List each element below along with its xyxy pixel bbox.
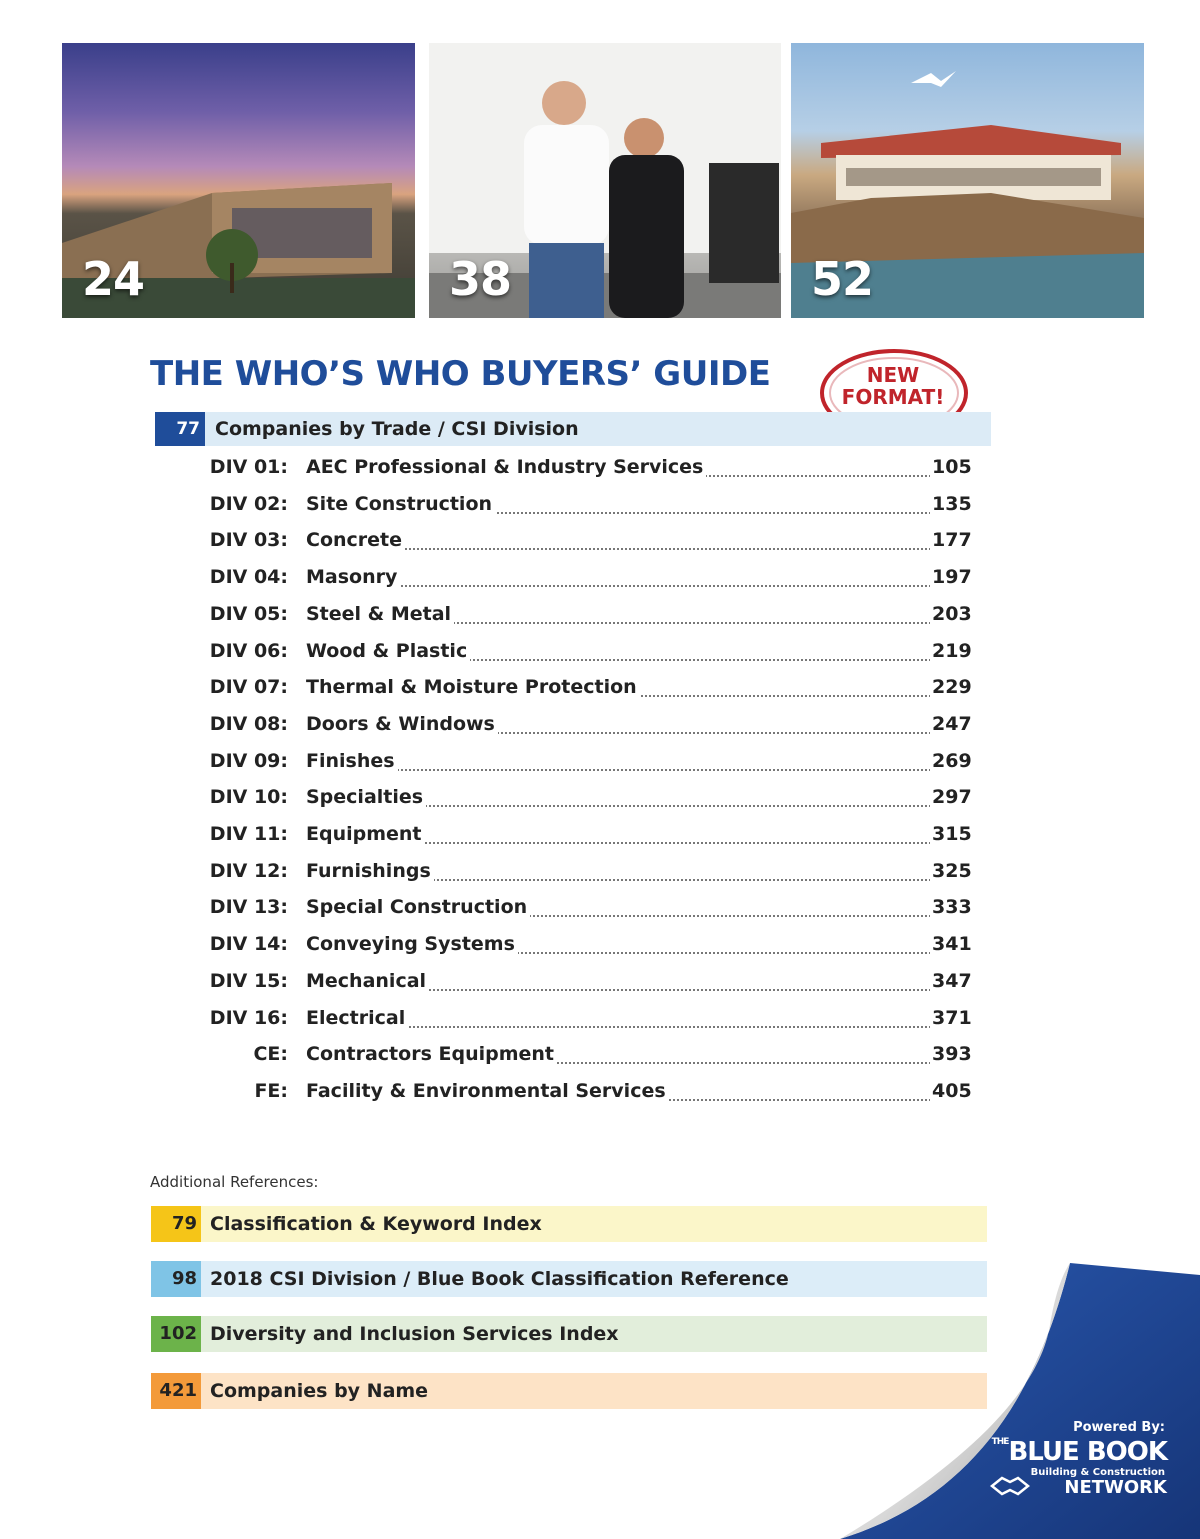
blue-book-logo [985, 1437, 1167, 1467]
logo-subtitle: Building & Construction [1030, 1467, 1165, 1478]
toc-entry[interactable] [0, 603, 1200, 633]
toc-entry[interactable] [0, 860, 1200, 890]
toc-entry[interactable] [0, 493, 1200, 523]
toc-division-code: DIV 01: [209, 456, 288, 478]
toc-page-number: 229 [932, 676, 972, 698]
toc-division-code: DIV 10: [209, 786, 288, 808]
toc-division-title: Doors & Windows [306, 713, 498, 735]
toc-entry[interactable] [0, 1007, 1200, 1037]
additional-references-heading: Additional References: [150, 1173, 319, 1191]
reference-label: Companies by Name [210, 1380, 429, 1402]
guide-title: THE WHO’S WHO BUYERS’ GUIDE [150, 354, 771, 394]
toc-division-code: DIV 08: [209, 713, 288, 735]
toc-division-code: FE: [254, 1080, 288, 1102]
toc-division-code: DIV 03: [209, 529, 288, 551]
toc-division-code: DIV 02: [209, 493, 288, 515]
toc-entry[interactable] [0, 566, 1200, 596]
reference-page-number: 79 [151, 1206, 201, 1242]
toc-page-number: 269 [932, 750, 972, 772]
toc-division-title: Site Construction [306, 493, 495, 515]
toc-division-title: AEC Professional & Industry Services [306, 456, 706, 478]
reference-page-number: 421 [151, 1373, 201, 1409]
toc-division-code: DIV 11: [209, 823, 288, 845]
toc-page-number: 333 [932, 896, 972, 918]
toc-division-title: Steel & Metal [306, 603, 454, 625]
toc-page-number: 219 [932, 640, 972, 662]
toc-entry[interactable] [0, 1043, 1200, 1073]
toc-division-title: Masonry [306, 566, 400, 588]
toc-entry[interactable] [0, 786, 1200, 816]
photo-coastal-building [791, 43, 1144, 318]
toc-division-code: DIV 14: [209, 933, 288, 955]
toc-entry[interactable] [0, 933, 1200, 963]
badge-text [818, 364, 968, 408]
toc-page-number: 371 [932, 1007, 972, 1029]
toc-page-number: 177 [932, 529, 972, 551]
toc-entry[interactable] [0, 640, 1200, 670]
toc-page-number: 347 [932, 970, 972, 992]
toc-page-number: 325 [932, 860, 972, 882]
toc-leader-dots [306, 769, 934, 771]
toc-division-title: Wood & Plastic [306, 640, 470, 662]
toc-division-title: Special Construction [306, 896, 530, 918]
toc-entry[interactable] [0, 896, 1200, 926]
toc-division-title: Specialties [306, 786, 426, 808]
toc-page-number: 105 [932, 456, 972, 478]
badge-line-new: NEW [866, 363, 920, 387]
toc-division-code: DIV 15: [209, 970, 288, 992]
reference-section[interactable] [151, 1206, 987, 1242]
section-page-number: 77 [155, 412, 205, 446]
toc-division-code: CE: [253, 1043, 288, 1065]
toc-division-title: Conveying Systems [306, 933, 518, 955]
toc-division-title: Equipment [306, 823, 425, 845]
toc-division-title: Thermal & Moisture Protection [306, 676, 640, 698]
toc-page-number: 341 [932, 933, 972, 955]
photo-couple-truck [429, 43, 781, 318]
toc-entry[interactable] [0, 456, 1200, 486]
toc-page-number: 393 [932, 1043, 972, 1065]
toc-division-title: Furnishings [306, 860, 434, 882]
toc-division-title: Facility & Environmental Services [306, 1080, 669, 1102]
logo-prefix: THE [991, 1437, 1009, 1447]
toc-page-number: 203 [932, 603, 972, 625]
toc-entry[interactable] [0, 529, 1200, 559]
photo-office-building [62, 43, 415, 318]
toc-entry[interactable] [0, 713, 1200, 743]
toc-entry[interactable] [0, 1080, 1200, 1110]
toc-entry[interactable] [0, 676, 1200, 706]
badge-line-format: FORMAT! [841, 385, 945, 409]
toc-page-number: 197 [932, 566, 972, 588]
toc-division-title: Finishes [306, 750, 398, 772]
toc-division-code: DIV 09: [209, 750, 288, 772]
toc-division-code: DIV 04: [209, 566, 288, 588]
toc-page-number: 405 [932, 1080, 972, 1102]
toc-entry[interactable] [0, 970, 1200, 1000]
toc-division-title: Mechanical [306, 970, 429, 992]
toc-division-title: Electrical [306, 1007, 408, 1029]
toc-division-code: DIV 05: [209, 603, 288, 625]
toc-division-code: DIV 06: [209, 640, 288, 662]
toc-division-title: Contractors Equipment [306, 1043, 557, 1065]
toc-division-code: DIV 07: [209, 676, 288, 698]
toc-page-number: 297 [932, 786, 972, 808]
toc-entry[interactable] [0, 823, 1200, 853]
toc-page-number: 247 [932, 713, 972, 735]
toc-entry[interactable] [0, 750, 1200, 780]
photo-page-number: 24 [82, 252, 145, 306]
toc-page-number: 315 [932, 823, 972, 845]
photo-page-number: 38 [449, 252, 512, 306]
toc-division-code: DIV 13: [209, 896, 288, 918]
toc-page-number: 135 [932, 493, 972, 515]
section-companies-by-trade[interactable] [155, 412, 991, 446]
reference-label: 2018 CSI Division / Blue Book Classification Reference [210, 1268, 789, 1290]
logo-network: NETWORK [1064, 1477, 1167, 1498]
reference-page-number: 102 [151, 1316, 201, 1352]
toc-division-code: DIV 16: [209, 1007, 288, 1029]
reference-label: Diversity and Inclusion Services Index [210, 1323, 619, 1345]
section-label: Companies by Trade / CSI Division [215, 418, 579, 440]
reference-label: Classification & Keyword Index [210, 1213, 542, 1235]
photo-page-number: 52 [811, 252, 874, 306]
toc-division-title: Concrete [306, 529, 405, 551]
logo-name: BLUE BOOK [1008, 1437, 1167, 1467]
reference-page-number: 98 [151, 1261, 201, 1297]
toc-division-code: DIV 12: [209, 860, 288, 882]
powered-by-label: Powered By: [1073, 1420, 1165, 1435]
